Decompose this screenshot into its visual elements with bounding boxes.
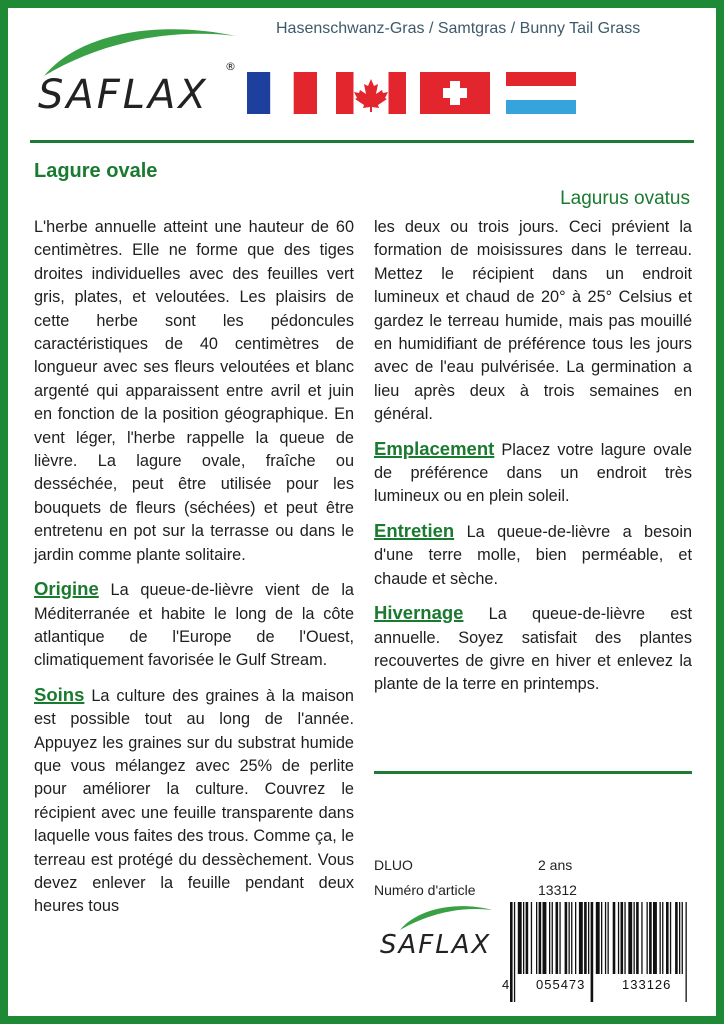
barcode-bar <box>613 902 616 974</box>
barcode-bar <box>666 902 669 974</box>
emplacement-text: Placez votre lagure ovale de préférence dans un endroit très lumineux ou en plein soleil. <box>374 440 692 506</box>
entretien-text: La queue-de-lièvre a besoin d'une terre molle, bien perméable, et chaude et sèche. <box>374 522 692 588</box>
barcode-bar <box>653 902 657 974</box>
header-divider <box>30 140 694 143</box>
barcode-bar <box>579 902 583 974</box>
barcode-bar <box>565 902 568 974</box>
barcode-left-digits: 055473 <box>536 977 586 992</box>
barcode-bar <box>662 902 663 974</box>
barcode-bar <box>670 902 671 974</box>
origine-paragraph <box>34 577 354 673</box>
barcode-bar <box>536 902 537 974</box>
emplacement-heading: Emplacement <box>374 437 495 459</box>
barcode-bar <box>510 902 513 1002</box>
barcode-bar <box>559 902 560 974</box>
dluo-label: DLUO <box>374 857 413 873</box>
barcode-bar <box>679 902 680 974</box>
emplacement-paragraph <box>374 437 692 509</box>
barcode-bar <box>549 902 550 974</box>
barcode-bar <box>649 902 652 974</box>
barcode-bar <box>543 902 547 974</box>
barcode-bar <box>660 902 661 974</box>
french-name-title: Lagure ovale <box>34 160 158 182</box>
barcode-bar <box>552 902 553 974</box>
barcode-bar <box>531 902 532 974</box>
barcode-bar <box>591 902 594 1002</box>
barcode-bar <box>686 902 687 1002</box>
barcode-bar <box>514 902 515 1002</box>
luxembourg-flag-icon <box>506 72 576 114</box>
barcode-bar <box>523 902 524 974</box>
saflax-small-swoosh-logo <box>398 902 494 932</box>
barcode-bar <box>675 902 678 974</box>
entretien-heading: Entretien <box>374 519 455 541</box>
barcode-first-digit: 4 <box>502 977 510 992</box>
right-text-column <box>374 216 692 707</box>
registered-mark: ® <box>225 60 236 73</box>
hivernage-paragraph <box>374 601 692 697</box>
barcode-bar <box>539 902 542 974</box>
barcode-right-digits: 133126 <box>622 977 672 992</box>
barcode-bar <box>596 902 600 974</box>
left-text-column <box>34 216 354 929</box>
canada-flag-icon <box>336 72 406 114</box>
barcode-bar <box>569 902 570 974</box>
brand-logo-text-small: SAFLAX <box>380 930 492 960</box>
barcode-bar <box>601 902 602 974</box>
origine-text: La queue-de-lièvre vient de la Méditerranée et habite le long de la côte atlantique de l'Europe de l'Ouest, climatiquement favorisée le Gulf Stream. <box>34 581 354 670</box>
barcode-bar <box>575 902 576 974</box>
hivernage-heading: Hivernage <box>374 602 464 624</box>
barcode-bar <box>605 902 606 974</box>
barcode-bar <box>618 902 619 974</box>
barcode-bar <box>588 902 589 974</box>
soins-heading: Soins <box>34 683 85 705</box>
barcode-bar <box>621 902 624 974</box>
article-number-label: Numéro d'article <box>374 882 476 898</box>
barcode-bar <box>641 902 642 974</box>
france-flag-icon <box>247 72 317 114</box>
barcode-bar <box>526 902 529 974</box>
barcode-bar <box>584 902 587 974</box>
article-number-value: 13312 <box>538 882 577 898</box>
barcode-bar <box>608 902 609 974</box>
switzerland-flag-icon <box>420 72 490 114</box>
dluo-value: 2 ans <box>538 857 573 873</box>
brand-logo-text: SAFLAX <box>38 72 209 118</box>
barcode-bar <box>682 902 683 974</box>
latin-name-title: Lagurus ovatus <box>560 188 690 209</box>
plant-common-names: Hasenschwanz-Gras / Samtgras / Bunny Tail Grass <box>276 20 641 37</box>
barcode-bar <box>628 902 632 974</box>
barcode-bar <box>647 902 648 974</box>
barcode-bar <box>518 902 522 974</box>
barcode-bar <box>571 902 572 974</box>
entretien-paragraph <box>374 519 692 591</box>
barcode-bar <box>634 902 635 974</box>
origine-heading: Origine <box>34 578 99 600</box>
hivernage-text: La queue-de-lièvre est annuelle. Soyez satisfait des plantes recouvertes de givre en hiver et enlevez la plante de la terre en printemps. <box>374 605 692 694</box>
soins-continued-paragraph: les deux ou trois jours. Ceci prévient la formation de moisissures dans le terreau. Mettez le récipient dans un endroit lumineux et chaud de 20° à 25° Celsius et gardez le terreau humide, mais pas mouillé en humidifiant de préférence tous les jours avec de l'eau pulvérisée. La germination a lieu après deux à trois semaines en général. <box>374 218 692 424</box>
barcode-bar <box>556 902 559 974</box>
soins-text-left: La culture des graines à la maison est possible tout au long de l'année. Appuyez les graines sur du substrat humide que vous mélangez avec 25% de perlite pour améliorer la culture. Couvrez le récipient avec une feuille transparente dans laquelle vous faites des trous. Comme ça, le terreau est protégé du dessèchement. Vous devez enlever la feuille pendant deux heures tous <box>34 686 354 916</box>
barcode-bar <box>624 902 625 974</box>
footer-divider <box>374 771 692 774</box>
intro-paragraph: L'herbe annuelle atteint une hauteur de 60 centimètres. Elle ne forme que des tiges droites individuelles avec des feuilles vert gris, plates, et veloutées. Les plaisirs de cette herbe sont les pédoncules caractéristiques de 40 centimètres de longueur avec ses fleurs veloutées et blanc argenté qui apparaissent entre avril et juin en fonction de la position géographique. En vent léger, l'herbe rappelle la queue de lièvre. La lagure ovale, fraîche ou desséchée, peut être utilisée pour les bouquets de fleurs (séchées) et peut être entretenu en pot sur la terrasse ou dans le jardin comme plante solitaire. <box>34 218 354 564</box>
soins-paragraph <box>34 683 354 919</box>
barcode-bar <box>636 902 639 974</box>
